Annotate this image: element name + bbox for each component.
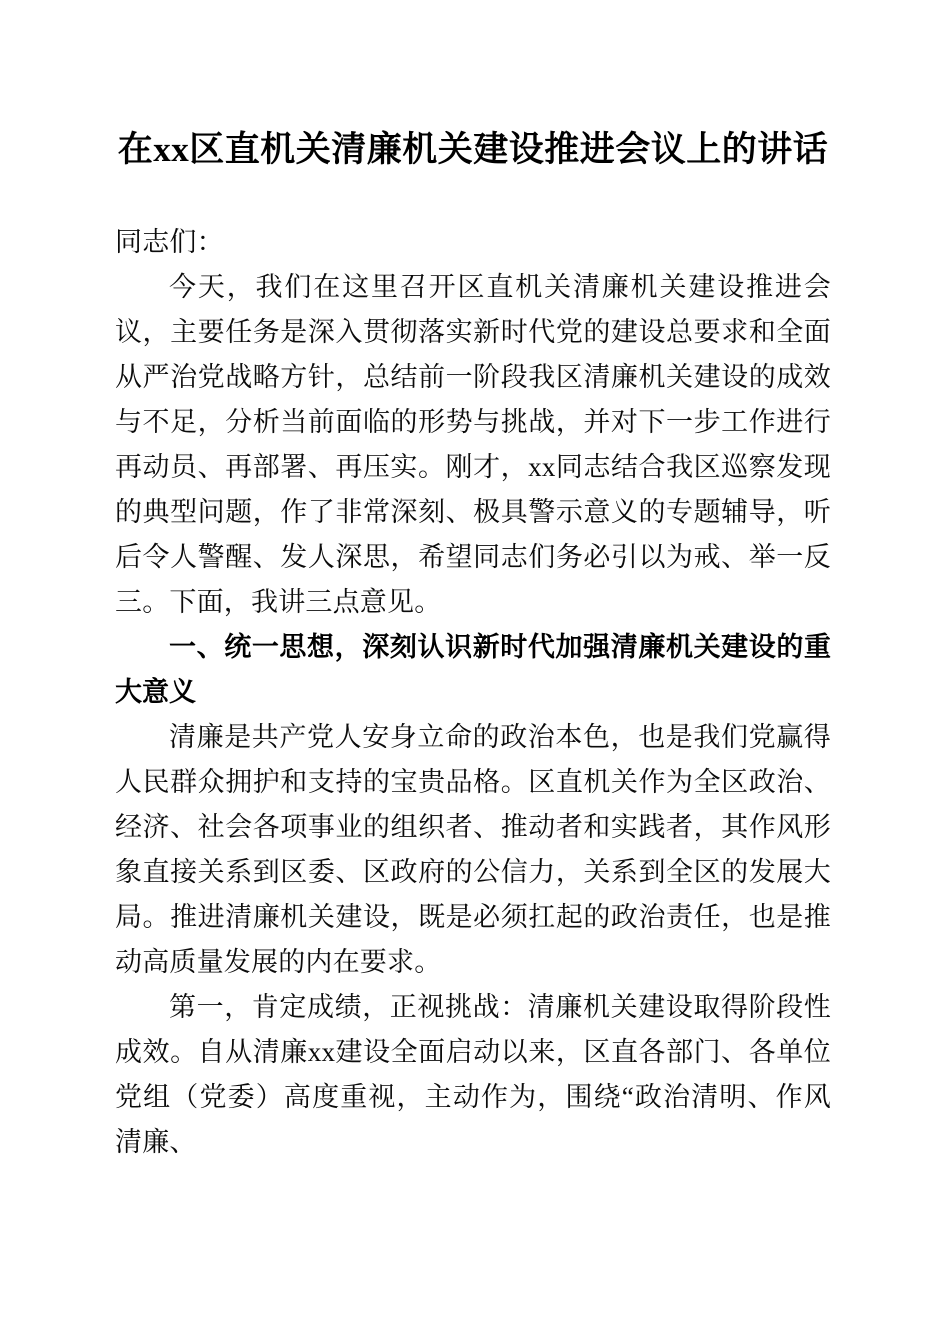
document-content	[115, 0, 831, 1165]
salutation: 同志们：	[115, 227, 224, 257]
body-paragraph-1: 今天，我们在这里召开区直机关清廉机关建设推进会议，主要任务是深入贯彻落实新时代党的建设总要求和全面从严治党战略方针，总结前一阶段我区清廉机关建设的成效与不足，分析当前面临的形势与挑战，并对下一步工作进行再动员、再部署、再压实。刚才，xx同志结合我区巡察发现的典型问题，作了非常深刻、极具警示意义的专题辅导，听后令人警醒、发人深思，希望同志们务必引以为戒、举一反三。下面，我讲三点意见。	[115, 272, 831, 617]
body-paragraph-3: 第一，肯定成绩，正视挑战：清廉机关建设取得阶段性成效。自从清廉xx建设全面启动以来，区直各部门、各单位党组（党委）高度重视，主动作为，围绕“政治清明、作风清廉、	[115, 992, 831, 1157]
section-heading-1: 一、统一思想，深刻认识新时代加强清廉机关建设的重大意义	[115, 632, 831, 707]
title-spacer	[115, 174, 831, 220]
page-title: 在xx区直机关清廉机关建设推进会议上的讲话	[117, 130, 829, 169]
body-paragraph-2: 清廉是共产党人安身立命的政治本色，也是我们党赢得人民群众拥护和支持的宝贵品格。区直机关作为全区政治、经济、社会各项事业的组织者、推动者和实践者，其作风形象直接关系到区委、区政府的公信力，关系到全区的发展大局。推进清廉机关建设，既是必须扛起的政治责任，也是推动高质量发展的内在要求。	[115, 722, 831, 977]
